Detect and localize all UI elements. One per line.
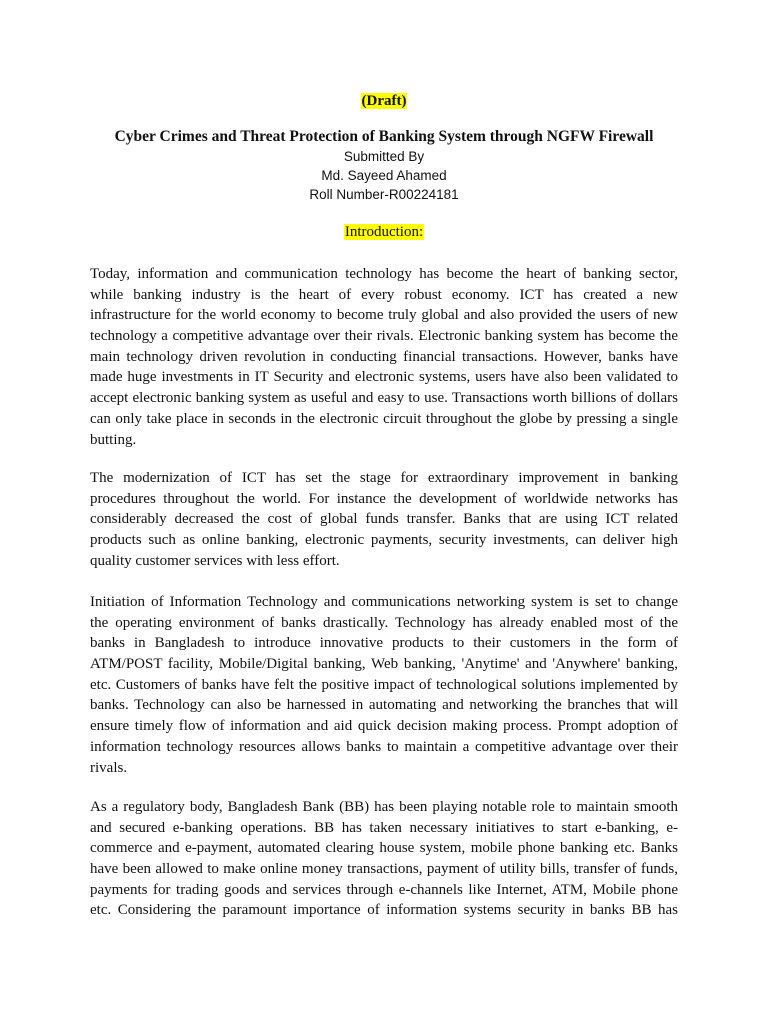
paragraph-3 <box>90 592 678 778</box>
paragraph-1 <box>90 264 678 450</box>
text-line: rivals. <box>90 759 128 776</box>
roll-number: Roll Number-R00224181 <box>309 187 459 202</box>
text-line: while banking industry is the heart of every robust economy. ICT has created a new <box>90 286 678 303</box>
text-line: have been allowed to make online money transactions, payment of utility bills, transfer of funds, <box>90 861 678 878</box>
section-heading <box>0 224 768 241</box>
author-name: Md. Sayeed Ahamed <box>321 168 447 183</box>
text-line: banks in Bangladesh to introduce innovative products to their customers in the form of <box>90 635 678 652</box>
text-line: main technology driven revolution in conducting financial transactions. However, banks have <box>90 348 678 365</box>
text-line: Today, information and communication technology has become the heart of banking sector, <box>90 266 678 282</box>
text-line: accept electronic banking system as useful and easy to use. Transactions worth billions of dollars <box>90 390 678 407</box>
draft-label <box>0 93 768 110</box>
text-line: information technology resources allows banks to maintain a competitive advantage over their <box>90 738 678 755</box>
text-line: products such as online banking, electronic payments, security investments, can deliver high <box>90 532 678 549</box>
text-line: commerce and e-payment, automated clearing house system, mobile phone banking etc. Banks <box>90 840 678 857</box>
text-line: banks. Technology can also be harnessed in automating and networking the branches that will <box>90 697 678 714</box>
text-line: and secured e-banking operations. BB has taken necessary initiatives to start e-banking, e- <box>90 819 678 836</box>
text-line: made huge investments in IT Security and electronic systems, users have also been validated to <box>90 369 678 386</box>
text-line: considerably decreased the cost of global funds transfer. Banks that are using ICT related <box>90 511 678 528</box>
text-line: The modernization of ICT has set the stage for extraordinary improvement in banking <box>90 470 678 486</box>
text-line: can only take place in seconds in the electronic circuit throughout the globe by pressing a single <box>90 410 678 427</box>
text-line: infrastructure for the world economy to become truly global and also provided the users of new <box>90 307 678 324</box>
text-line: Initiation of Information Technology and communications networking system is set to change <box>90 594 678 610</box>
text-line: procedures throughout the world. For instance the development of worldwide networks has <box>90 490 678 507</box>
text-line: ATM/POST facility, Mobile/Digital banking, Web banking, 'Anytime' and 'Anywhere' banking, <box>90 656 678 673</box>
draft-text: (Draft) <box>361 93 407 109</box>
text-line: the operating environment of banks drastically. Technology has already enabled most of the <box>90 614 678 631</box>
section-heading-text: Introduction: <box>344 224 424 240</box>
text-line: As a regulatory body, Bangladesh Bank (BB) has been playing notable role to maintain smooth <box>90 799 678 815</box>
text-line: ensure timely flow of information and aid quick decision making process. Prompt adoption of <box>90 718 678 735</box>
text-line: etc. Considering the paramount importance of information systems security in banks BB has <box>90 902 678 919</box>
text-line: payments for trading goods and services through e-channels like Internet, ATM, Mobile phone <box>90 881 678 898</box>
paragraph-2 <box>90 468 678 571</box>
text-line: technology a competitive advantage over their rivals. Electronic banking system has become the <box>90 328 678 345</box>
text-line: etc. Customers of banks have felt the positive impact of technological solutions implemented by <box>90 676 678 693</box>
submitted-by-label: Submitted By <box>343 149 425 164</box>
text-line: quality customer services with less effort. <box>90 552 340 569</box>
document-title: Cyber Crimes and Threat Protection of Banking System through NGFW Firewall <box>114 128 654 145</box>
paragraph-4 <box>90 797 678 921</box>
text-line: butting. <box>90 431 137 448</box>
